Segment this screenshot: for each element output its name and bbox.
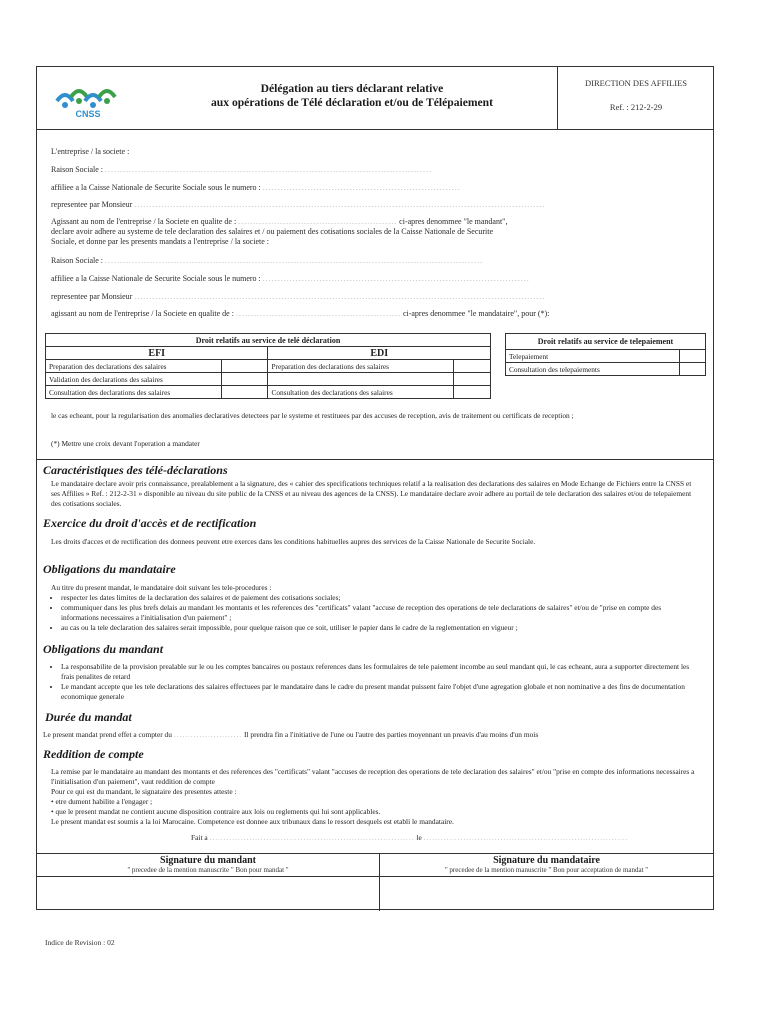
telepaiement-checkbox[interactable]	[679, 363, 705, 376]
field-adhesion-text: declare avoir adhere au systeme de tele declaration des salaires et / ou paiement des cotisations sociales de la Caisse Nationale de Securite	[51, 227, 494, 236]
signature-area	[37, 853, 713, 911]
efi-checkbox[interactable]	[221, 373, 268, 386]
field-mandat-text: Sociale, et donne par les presents mandats a l'entreprise / la societe :	[51, 237, 270, 246]
edi-checkbox[interactable]	[454, 360, 491, 373]
section-title-reddition: Reddition de compte	[43, 747, 144, 761]
reddition-text: La remise par le mandataire au mandant des montants et des references des "certificats" valant "accuses de reception des operations de tele declaration des salaires" et/ou "prise en compte des informations necessaires a l'initialisation d'un paiement", vaut reddition de compte Pour ce qui est du mandant, le signataire des presentes atteste : • etre dument habilite a l'engager ; • que le present mandat ne contient aucune disposition contraire aux lois ou reglements qui lui sont applicables. Le present mandat est soumis a la loi Marocaine. Competence est donnee aux tribunaux dans le ressort desquels est etabli le mandataire.	[51, 767, 695, 826]
cnss-logo	[53, 79, 123, 119]
field-raison-sociale[interactable]: Raison Sociale : .............................................................................................................	[51, 165, 432, 174]
edi-row-label: Consultation des declarations des salaires	[268, 386, 454, 399]
duree-text[interactable]: Le present mandat prend effet a compter du ........................ Il prendra fin a l'initiative de l'une ou l'autre des parties moyennant un preavis d'au moins d'un mois	[43, 730, 539, 739]
obligations-mandataire-text: Au titre du present mandat, le mandataire doit suivant les tele-procedures : • respecter les dates limites de la declaration des salaires et de paiement des cotisations sociales; • communiquer dans les plus brefs delais au mandant les montants et les references des "certificats" valant "accuse de reception des operations de tele declarations de salaires" et/ou de "prise en compte des informations necessaires a l'initialisation d'un paiement" ; • au cas ou la tele declaration des salaires serait impossible, pour quelque raison que ce soit, utiliser le papier dans le cadre de la reglementation en vigueur ;	[51, 583, 699, 633]
cross-instruction: (*) Mettre une croix devant l'operation a mandater	[51, 439, 200, 448]
field-affiliation-number-2[interactable]: affiliee a la Caisse Nationale de Securite Sociale sous le numero : .........................................................................................	[51, 274, 530, 283]
edi-row-label	[268, 373, 454, 386]
section-title-duree: Durée du mandat	[45, 710, 132, 724]
revision-index: Indice de Revision : 02	[45, 938, 115, 947]
field-affiliation-number[interactable]: affiliee a la Caisse Nationale de Securite Sociale sous le numero : ..................................................................	[51, 183, 461, 192]
header-reference	[557, 77, 715, 113]
list-item: • La responsabilite de la provision prealable sur le ou les comptes bancaires ou postaux references dans les formulaires de tele paiement incombe au seul mandant qui, le cas echeant, aura a supporter directement les frais penalites de retard	[61, 662, 699, 682]
form-sheet	[36, 66, 714, 910]
list-item: • au cas ou la tele declaration des salaires serait impossible, pour quelque raison que ce soit, utiliser le papier dans le cadre de la reglementation en vigueur ;	[61, 623, 699, 633]
section-title-exercice: Exercice du droit d'accès et de rectification	[43, 516, 257, 530]
form-title: Délégation au tiers déclarant relative aux opérations de Télé déclaration et/ou de Télépaiement	[211, 82, 493, 109]
efi-checkbox[interactable]	[221, 360, 268, 373]
list-item: • respecter les dates limites de la declaration des salaires et de paiement des cotisations sociales;	[61, 593, 699, 603]
section-title-caracteristiques: Caractéristiques des télé-déclarations	[43, 463, 228, 477]
field-qualite[interactable]: Agissant au nom de l'entreprise / la Societe en qualite de : ..................................................... ci-apres denommee "le mandant",	[51, 217, 508, 226]
efi-header: EFI	[46, 347, 268, 360]
telepaiement-row-label: Telepaiement	[506, 350, 680, 363]
field-represented-by[interactable]: representee par Monsieur .........................................................................................................................................	[51, 200, 546, 209]
obligations-mandant-text	[51, 662, 699, 702]
signature-mandataire-note: " precedee de la mention manuscrite " Bon pour acceptation de mandat "	[444, 866, 649, 874]
telepaiement-rights-table	[505, 333, 706, 376]
signature-mandant-note: " precedee de la mention manuscrite " Bon pour mandat "	[127, 866, 289, 874]
efi-row-label: Validation des declarations des salaires	[46, 373, 222, 386]
svg-text:CNSS: CNSS	[75, 109, 101, 119]
section-title-obligations-mandant: Obligations du mandant	[43, 642, 164, 656]
field-represented-by-2[interactable]: representee par Monsieur .........................................................................................................................................	[51, 292, 546, 301]
telepaiement-checkbox[interactable]	[679, 350, 705, 363]
field-raison-sociale-2[interactable]: Raison Sociale : ..............................................................................................................................	[51, 256, 483, 265]
edi-checkbox[interactable]	[454, 373, 491, 386]
fait-a-line[interactable]: Fait a ........................................................................ le ........................................................................	[191, 833, 629, 842]
regularisation-note: le cas echeant, pour la regularisation des anomalies declaratives detectees par le systeme et restituees par des accuses de reception, avis de traitement ou certificats de reception ;	[51, 411, 574, 420]
edi-checkbox[interactable]	[454, 386, 491, 399]
list-item: • Le mandant accepte que les tele declarations des salaires effectuees par le mandataire dans le cadre du present mandat puissent faire l'objet d'une agregation globale et non nominative a des fins de documentation economique generale	[61, 682, 699, 702]
exercice-text: Les droits d'acces et de rectification des donnees peuvent etre exerces dans les conditions habituelles aupres des services de la Caisse Nationale de Securite Sociale.	[51, 537, 536, 546]
telepaiement-row-label: Consultation des telepaiements	[506, 363, 680, 376]
telepaiement-table-title: Droit relatifs au service de telepaiement	[506, 334, 706, 350]
edi-row-label: Preparation des declarations des salaires	[268, 360, 454, 373]
efi-row-label: Consultation des declarations des salaires	[46, 386, 222, 399]
edi-header: EDI	[268, 347, 491, 360]
field-qualite-2[interactable]: agissant au nom de l'entreprise / la Societe en qualite de : ....................................................... ci-apres denommee "le mandataire", pour (*):	[51, 309, 550, 318]
list-item: • communiquer dans les plus brefs delais au mandant les montants et les references des "certificats" valant "accuse de reception des operations de tele declarations de salaires" et/ou de "prise en compte des informations necessaires a l'initialisation d'un paiement" ;	[61, 603, 699, 623]
section-title-obligations-mandataire: Obligations du mandataire	[43, 562, 176, 576]
form-header	[37, 67, 713, 130]
efi-checkbox[interactable]	[221, 386, 268, 399]
direction-label: DIRECTION DES AFFILIES	[584, 78, 687, 88]
field-entreprise: L'entreprise / la societe :	[51, 147, 130, 156]
teledeclaration-rights-table	[45, 333, 491, 399]
ref-number: Ref. : 212-2-29	[609, 102, 663, 112]
caracteristiques-text: Le mandataire declare avoir pris connaissance, prealablement a la signature, des « cahier des specifications techniques relatif a la realisation des declarations des salaires en Mode Echange de Fichiers entre la CNSS et ses Affilies » Ref. : 212-2-31 » disponible au niveau du site public de la CNSS et au niveau des agences de la CNSS). Le mandataire declare avoir adhere au portail de tele declaration des salaires et/ou de telepaiement des cotisations sociales.	[51, 479, 692, 508]
signature-mandant-title: Signature du mandant	[160, 855, 256, 866]
efi-row-label: Preparation des declarations des salaires	[46, 360, 222, 373]
signature-mandataire-title: Signature du mandataire	[493, 855, 600, 866]
teledeclaration-table-title: Droit relatifs au service de telé déclaration	[46, 334, 491, 347]
